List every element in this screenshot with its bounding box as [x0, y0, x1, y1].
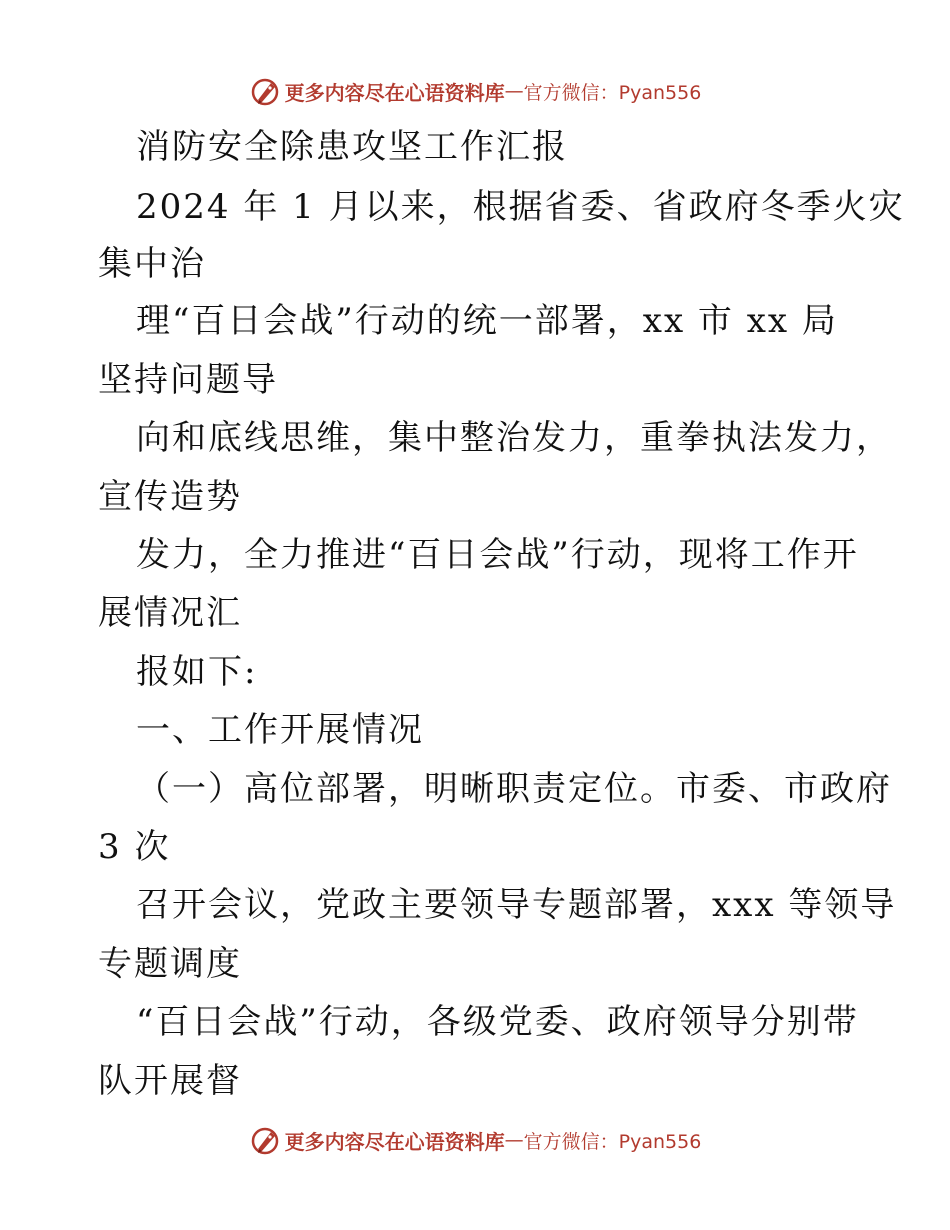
watermark-separator: — — [504, 1129, 524, 1151]
paragraph-line: 发力，全力推进“百日会战”行动，现将工作开 — [136, 535, 859, 575]
watermark-separator: — — [504, 80, 524, 102]
paragraph-line: 宣传造势 — [98, 477, 242, 517]
paragraph-line: 展情况汇 — [98, 593, 242, 633]
paragraph-line: 召开会议，党政主要领导专题部署，xxx 等领导 — [136, 885, 897, 925]
header-watermark — [0, 71, 950, 111]
watermark-brand: 更多内容尽在心语资料库 — [284, 1129, 505, 1154]
paragraph-line: 队开展督 — [98, 1061, 242, 1101]
footer-watermark — [0, 1120, 950, 1160]
document-title: 消防安全除患攻坚工作汇报 — [136, 127, 568, 167]
section-heading: 一、工作开展情况 — [136, 710, 424, 750]
watermark-wechat: 官方微信：Pyan556 — [523, 81, 702, 104]
paragraph-line: （一）高位部署，明晰职责定位。市委、市政府 — [136, 769, 892, 809]
paragraph-line: 3 次 — [98, 827, 171, 867]
pen-nib-logo-icon — [249, 1124, 281, 1156]
paragraph-line: 专题调度 — [98, 944, 242, 984]
paragraph-line: 理“百日会战”行动的统一部署，xx 市 xx 局 — [136, 301, 838, 341]
pen-nib-logo-icon — [249, 75, 281, 107]
paragraph-line: 2024 年 1 月以来，根据省委、省政府冬季火灾 — [136, 187, 905, 227]
paragraph-line: 集中治 — [98, 244, 206, 284]
paragraph-line: 坚持问题导 — [98, 360, 278, 400]
paragraph-line: 向和底线思维，集中整治发力，重拳执法发力， — [136, 418, 892, 458]
paragraph-line: 报如下: — [136, 652, 258, 692]
paragraph-line: “百日会战”行动，各级党委、政府领导分别带 — [136, 1002, 859, 1042]
watermark-brand: 更多内容尽在心语资料库 — [284, 80, 505, 105]
watermark-wechat: 官方微信：Pyan556 — [523, 1130, 702, 1153]
